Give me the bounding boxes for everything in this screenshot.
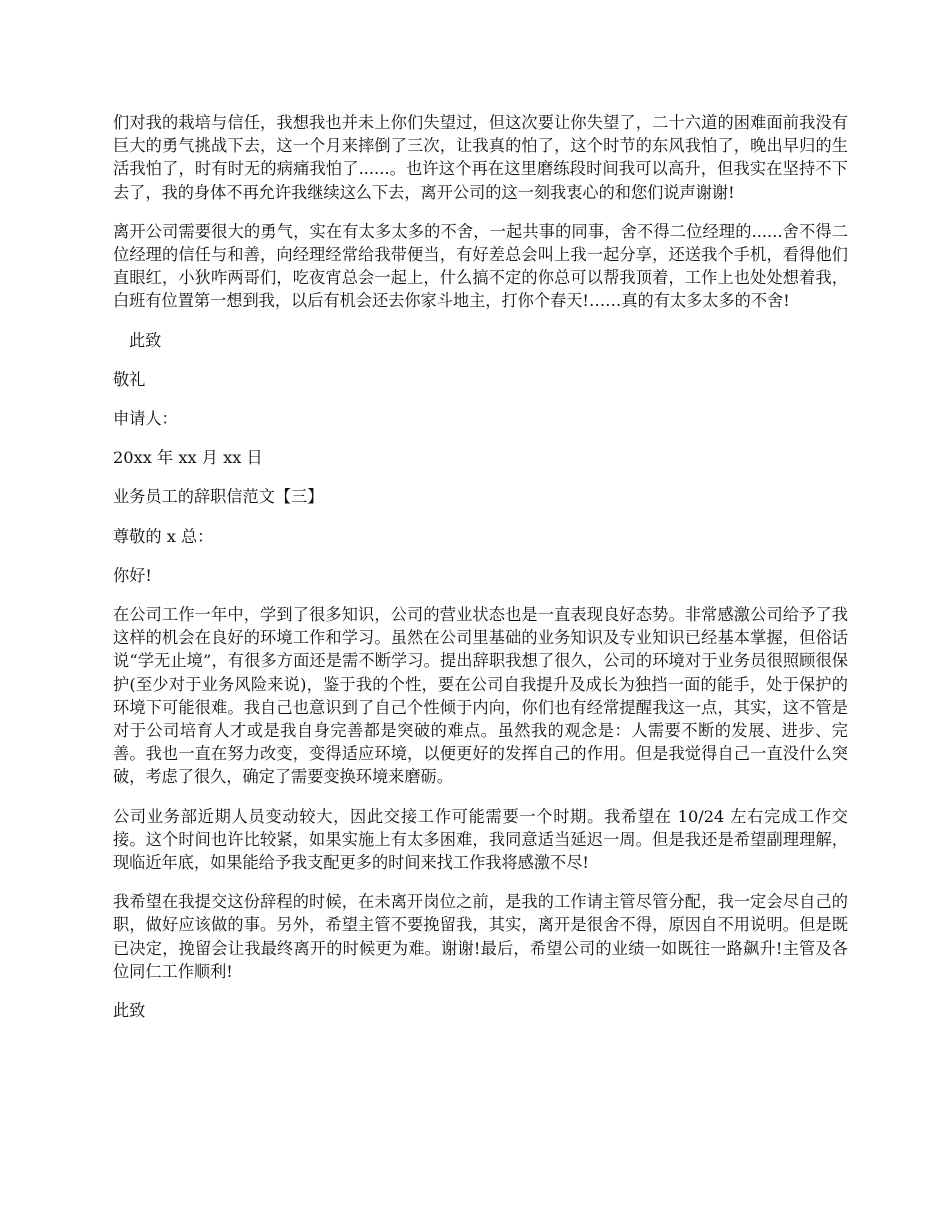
section-title: 业务员工的辞职信范文【三】: [113, 487, 324, 507]
closing-salutation-2: 此致: [113, 1001, 146, 1021]
closing-salutation-1: 此致: [129, 330, 162, 350]
greeting-hello: 你好!: [113, 565, 152, 585]
letter-body: [113, 111, 848, 1038]
paragraph-reluctance: 离开公司需要很大的勇气，实在有太多太多的不舍，一起共事的同事，舍不得二位经理的......舍不得二位经理的信任与和善，向经理经常给我带便当，有好差总会叫上我一起分享，还送我个手机，看得他们直眼红，小狄咋两哥们，吃夜宵总会一起上，什么搞不定的你总可以帮我顶着，工作上也处处想着我，白班有位置第一想到我，以后有机会还去你家斗地主，打你个春天!……真的有太多太多的不舍!: [113, 221, 848, 311]
paragraph-reason: 在公司工作一年中，学到了很多知识，公司的营业状态也是一直表现良好态势。非常感激公司给予了我这样的机会在良好的环境工作和学习。虽然在公司里基础的业务知识及专业知识已经基本掌握，但俗话说“学无止境”，有很多方面还是需不断学习。提出辞职我想了很久，公司的环境对于业务员很照顾很保护(至少对于业务风险来说)，鉴于我的个性，要在公司自我提升及成长为独挡一面的能手，处于保护的环境下可能很难。我自己也意识到了自己个性倾于内向，你们也有经常提醒我这一点，其实，这不管是对于公司培育人才或是我自身完善都是突破的难点。虽然我的观念是：人需要不断的发展、进步、完善。我也一直在努力改变，变得适应环境，以便更好的发挥自己的作用。但是我觉得自己一直没什么突破，考虑了很久，确定了需要变换环境来磨砺。: [113, 605, 848, 787]
paragraph-wishes: 我希望在我提交这份辞程的时候，在未离开岗位之前，是我的工作请主管尽管分配，我一定会尽自己的职，做好应该做的事。另外，希望主管不要挽留我，其实，离开是很舍不得，原因自不用说明。但是既已决定，挽留会让我最终离开的时候更为难。谢谢!最后，希望公司的业绩一如既往一路飙升!主管及各位同仁工作顺利!: [113, 892, 848, 981]
letter-date: 20xx 年 xx 月 xx 日: [113, 448, 263, 468]
greeting-recipient: 尊敬的 x 总：: [113, 526, 214, 546]
paragraph-gratitude: 们对我的栽培与信任，我想我也并未上你们失望过，但这次要让你失望了，二十六道的困难面前我没有巨大的勇气挑战下去，这一个月来摔倒了三次，让我真的怕了，这个时节的东风我怕了，晚出早归的生活我怕了，时有时无的病痛我怕了......。也许这个再在这里磨练段时间我可以高升，但我实在坚持不下去了，我的身体不再允许我继续这么下去，离开公司的这一刻我衷心的和您们说声谢谢!: [113, 113, 848, 202]
applicant-label: 申请人：: [113, 409, 178, 429]
closing-regards: 敬礼: [113, 369, 146, 389]
paragraph-handover: 公司业务部近期人员变动较大，因此交接工作可能需要一个时期。我希望在 10/24 左右完成工作交接。这个时间也许比较紧，如果实施上有太多困难，我同意适当延迟一周。但是我还是希望副理理解，现临近年底，如果能给予我支配更多的时间来找工作我将感激不尽!: [113, 806, 848, 873]
